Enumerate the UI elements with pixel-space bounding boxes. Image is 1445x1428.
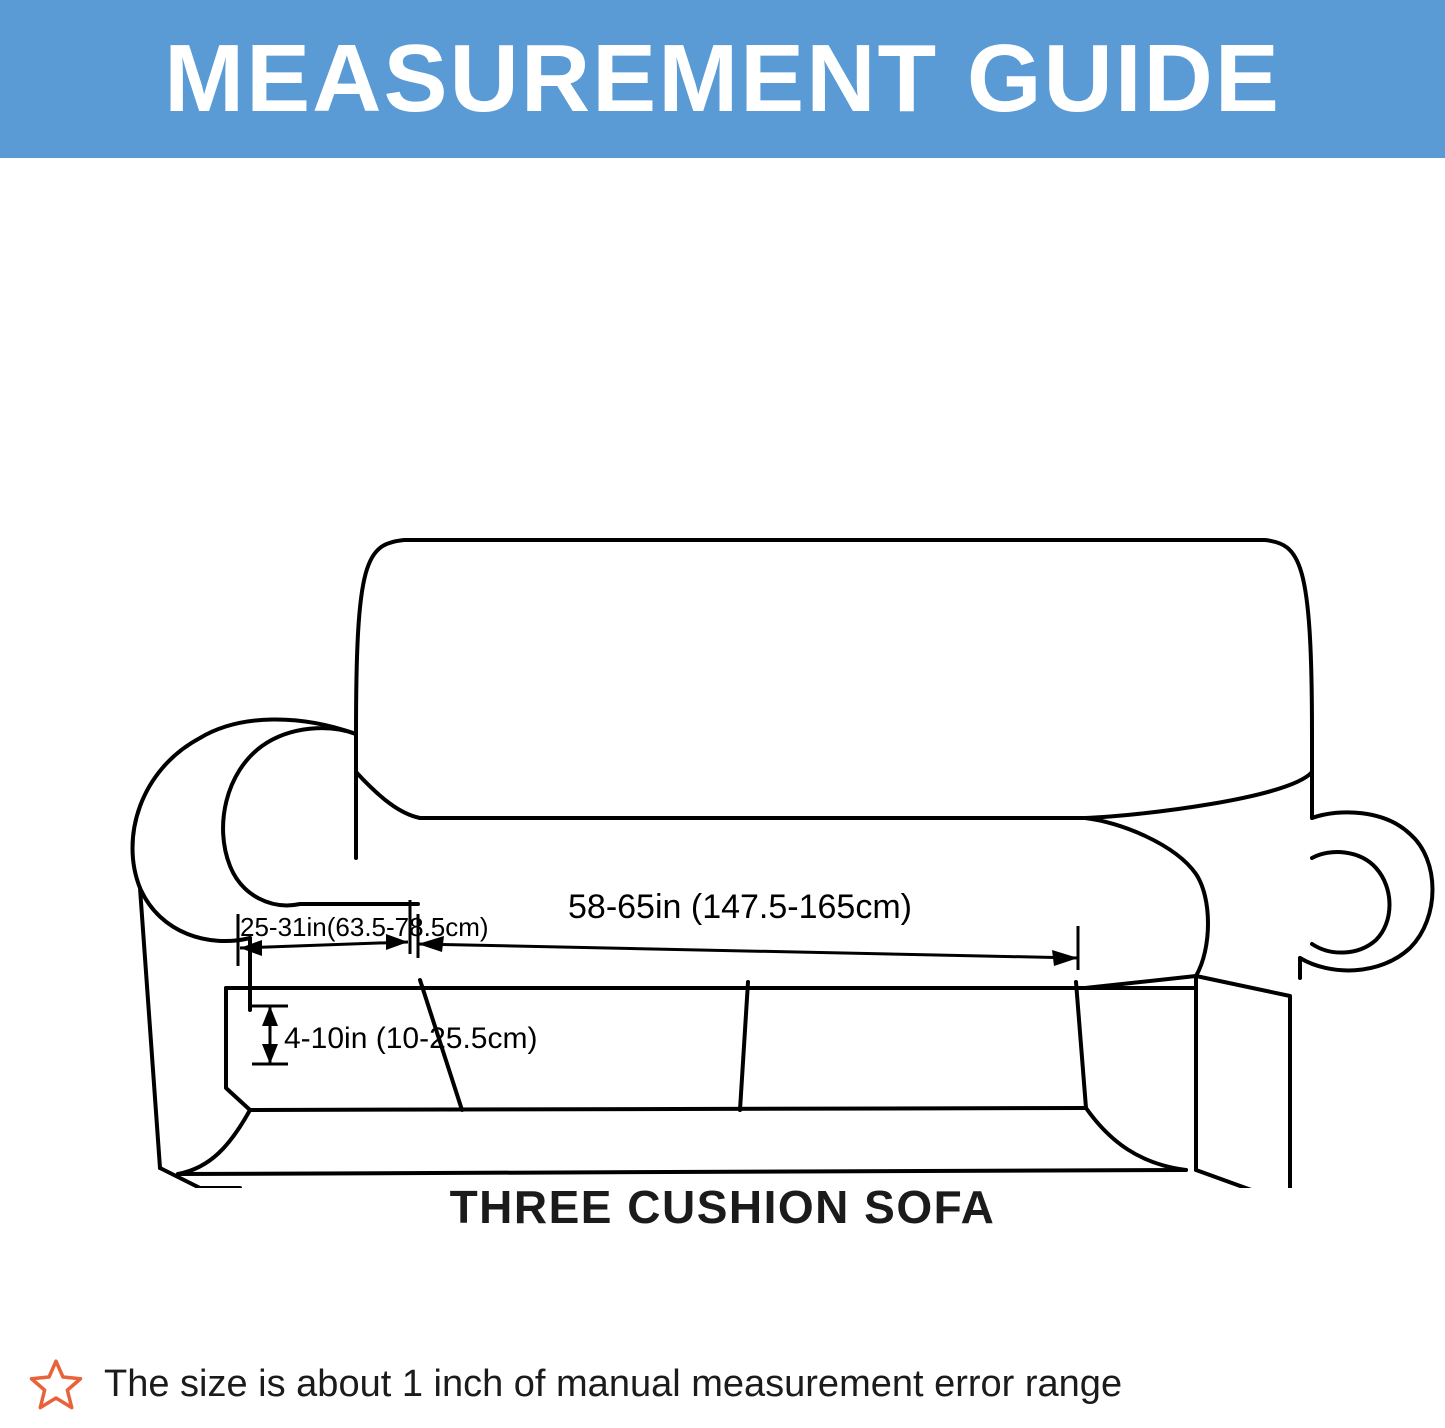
star-icon	[28, 1356, 84, 1412]
footer-note-text: The size is about 1 inch of manual measurement error range	[104, 1362, 1123, 1405]
sofa-right-inner-arm	[1085, 818, 1208, 988]
sofa-left-arm-roll-inner	[223, 728, 356, 905]
diagram-caption: THREE CUSHION SOFA	[449, 1181, 996, 1233]
sofa-right-side-panel	[1196, 976, 1290, 1188]
sofa-back-left-inner-curve	[356, 772, 420, 818]
page-title: MEASUREMENT GUIDE	[164, 25, 1281, 132]
sofa-base-right-curve	[1086, 1108, 1186, 1170]
header-banner	[0, 0, 1445, 158]
dimension-arm-depth-label: 25-31in(63.5-78.5cm)	[240, 912, 489, 942]
dimension-seat-width-label: 58-65in (147.5-165cm)	[568, 888, 912, 926]
sofa-right-arm-roll-inner	[1312, 852, 1390, 953]
sofa-left-inner-arm-panel	[226, 988, 250, 1110]
sofa-left-arm-roll-outer	[133, 719, 357, 941]
sofa-cushion-divider-3	[1076, 982, 1086, 1108]
sofa-diagram	[0, 158, 1445, 1188]
sofa-backrest-top	[356, 540, 1312, 818]
sofa-illustration-svg	[0, 158, 1445, 1188]
dimension-cushion-height	[252, 1006, 288, 1064]
sofa-cushion-divider-2	[740, 982, 748, 1110]
dimension-cushion-height-label: 4-10in (10-25.5cm)	[284, 1022, 538, 1055]
sofa-left-body-outer-edge	[140, 888, 160, 1168]
footer-note	[0, 1340, 1445, 1428]
sofa-base-front-line	[178, 1170, 1186, 1174]
sofa-cushion-front-edge	[250, 1108, 1086, 1110]
sofa-back-right-inner-curve	[1085, 772, 1312, 818]
sofa-base-left-curve	[178, 1110, 250, 1174]
